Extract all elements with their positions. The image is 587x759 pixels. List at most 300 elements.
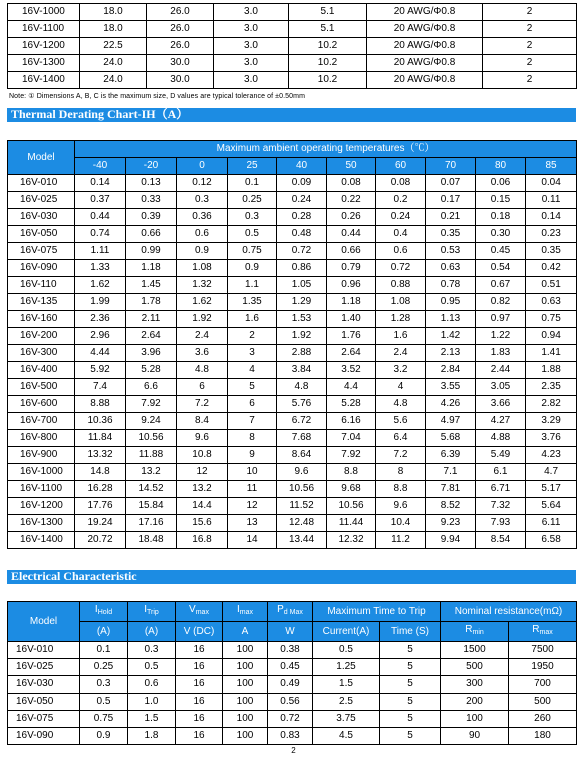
value-cell: 4.88	[476, 430, 526, 447]
value-cell: 3.0	[214, 72, 289, 89]
value-cell: 0.88	[376, 277, 426, 294]
model-cell: 16V-110	[8, 277, 75, 294]
value-cell: 5	[380, 659, 441, 676]
value-cell: 7.1	[426, 464, 476, 481]
value-cell: 5.28	[126, 362, 177, 379]
value-cell: 0.5	[80, 693, 128, 710]
value-cell: 5.92	[75, 362, 126, 379]
temperature-header: 40	[277, 158, 327, 175]
value-cell: 0.04	[526, 175, 577, 192]
value-cell: 0.6	[128, 676, 176, 693]
value-cell: 0.17	[426, 192, 476, 209]
value-cell: 5.1	[289, 4, 367, 21]
value-cell: 3.52	[327, 362, 376, 379]
value-cell: 0.3	[177, 192, 228, 209]
value-cell: 6.39	[426, 447, 476, 464]
value-cell: 18.0	[80, 4, 147, 21]
value-cell: 5	[228, 379, 277, 396]
value-cell: 6.72	[277, 413, 327, 430]
model-cell: 16V-1300	[8, 55, 80, 72]
value-cell: 4.44	[75, 345, 126, 362]
temperature-header: 85	[526, 158, 577, 175]
model-cell: 16V-200	[8, 328, 75, 345]
derating-row	[8, 396, 577, 413]
value-cell: 26.0	[147, 38, 214, 55]
value-cell: 14.4	[177, 498, 228, 515]
value-cell: 0.11	[526, 192, 577, 209]
value-cell: 1.05	[277, 277, 327, 294]
value-cell: 0.53	[426, 243, 476, 260]
model-cell: 16V-025	[8, 659, 80, 676]
value-cell: 4.27	[476, 413, 526, 430]
model-cell: 16V-160	[8, 311, 75, 328]
resistance-header: Nominal resistance(mΩ)	[441, 602, 577, 622]
derating-row	[8, 175, 577, 192]
model-cell: 16V-1000	[8, 464, 75, 481]
value-cell: 2.11	[126, 311, 177, 328]
value-cell: 3.76	[526, 430, 577, 447]
electrical-model-header: Model	[8, 602, 80, 642]
value-cell: 7500	[509, 642, 577, 659]
itrip-header	[128, 602, 176, 622]
value-cell: 0.79	[327, 260, 376, 277]
value-cell: 0.95	[426, 294, 476, 311]
imax-symbol: I	[236, 604, 240, 615]
value-cell: 0.24	[376, 209, 426, 226]
value-cell: 0.67	[476, 277, 526, 294]
temperature-header: 60	[376, 158, 426, 175]
value-cell: 3.84	[277, 362, 327, 379]
value-cell: 12	[228, 498, 277, 515]
value-cell: 8.64	[277, 447, 327, 464]
derating-row	[8, 498, 577, 515]
value-cell: 2.35	[526, 379, 577, 396]
value-cell: 5	[380, 710, 441, 727]
value-cell: 6.1	[476, 464, 526, 481]
value-cell: 3.0	[214, 38, 289, 55]
value-cell: 16	[176, 676, 223, 693]
value-cell: 1.18	[327, 294, 376, 311]
value-cell: 1.92	[277, 328, 327, 345]
model-cell: 16V-800	[8, 430, 75, 447]
model-cell: 16V-030	[8, 676, 80, 693]
value-cell: 2	[483, 21, 577, 38]
value-cell: 9.23	[426, 515, 476, 532]
value-cell: 0.39	[126, 209, 177, 226]
electrical-row	[8, 642, 577, 659]
value-cell: 1.53	[277, 311, 327, 328]
derating-title: Thermal Derating Chart-IH（A）	[11, 107, 189, 121]
value-cell: 2	[483, 55, 577, 72]
value-cell: 0.37	[75, 192, 126, 209]
vmax-symbol: V	[189, 604, 196, 615]
ihold-header	[80, 602, 128, 622]
value-cell: 0.94	[526, 328, 577, 345]
value-cell: 26.0	[147, 4, 214, 21]
value-cell: 1.6	[376, 328, 426, 345]
value-cell: 2.82	[526, 396, 577, 413]
dimension-row	[8, 4, 577, 21]
rmin-subscript: min	[472, 629, 484, 636]
value-cell: 0.3	[228, 209, 277, 226]
value-cell: 2.84	[426, 362, 476, 379]
model-cell: 16V-090	[8, 260, 75, 277]
dimension-row	[8, 55, 577, 72]
value-cell: 11.88	[126, 447, 177, 464]
value-cell: 15.84	[126, 498, 177, 515]
value-cell: 0.14	[526, 209, 577, 226]
current-subheader: Current(A)	[313, 622, 380, 642]
derating-row	[8, 243, 577, 260]
model-cell: 16V-1300	[8, 515, 75, 532]
value-cell: 0.83	[268, 727, 313, 744]
value-cell: 10.2	[289, 38, 367, 55]
value-cell: 700	[509, 676, 577, 693]
value-cell: 3.0	[214, 4, 289, 21]
value-cell: 1.5	[313, 676, 380, 693]
value-cell: 0.26	[327, 209, 376, 226]
value-cell: 14	[228, 532, 277, 549]
imax-header	[223, 602, 268, 622]
value-cell: 0.06	[476, 175, 526, 192]
value-cell: 0.08	[376, 175, 426, 192]
value-cell: 3.2	[376, 362, 426, 379]
value-cell: 6	[177, 379, 228, 396]
value-cell: 16.28	[75, 481, 126, 498]
value-cell: 2.4	[177, 328, 228, 345]
derating-row	[8, 430, 577, 447]
value-cell: 0.97	[476, 311, 526, 328]
value-cell: 0.74	[75, 226, 126, 243]
value-cell: 5.68	[426, 430, 476, 447]
value-cell: 0.51	[526, 277, 577, 294]
value-cell: 0.54	[476, 260, 526, 277]
value-cell: 6.16	[327, 413, 376, 430]
pdmax-header	[268, 602, 313, 622]
value-cell: 13.2	[177, 481, 228, 498]
value-cell: 5	[380, 693, 441, 710]
value-cell: 4.97	[426, 413, 476, 430]
value-cell: 3.6	[177, 345, 228, 362]
value-cell: 3.29	[526, 413, 577, 430]
value-cell: 9.24	[126, 413, 177, 430]
value-cell: 10.56	[327, 498, 376, 515]
value-cell: 11	[228, 481, 277, 498]
value-cell: 13.44	[277, 532, 327, 549]
value-cell: 0.2	[376, 192, 426, 209]
derating-row	[8, 328, 577, 345]
value-cell: 20 AWG/Φ0.8	[367, 72, 483, 89]
value-cell: 4.26	[426, 396, 476, 413]
value-cell: 2.36	[75, 311, 126, 328]
imax-subscript: max	[239, 609, 253, 616]
value-cell: 0.86	[277, 260, 327, 277]
electrical-table	[7, 601, 577, 745]
value-cell: 0.75	[80, 710, 128, 727]
value-cell: 1500	[441, 642, 509, 659]
model-cell: 16V-010	[8, 642, 80, 659]
value-cell: 1.83	[476, 345, 526, 362]
value-cell: 0.72	[376, 260, 426, 277]
value-cell: 7	[228, 413, 277, 430]
value-cell: 1.35	[228, 294, 277, 311]
value-cell: 0.4	[376, 226, 426, 243]
value-cell: 16	[176, 642, 223, 659]
value-cell: 8.54	[476, 532, 526, 549]
value-cell: 7.2	[177, 396, 228, 413]
value-cell: 0.72	[277, 243, 327, 260]
value-cell: 1.18	[126, 260, 177, 277]
value-cell: 2.4	[376, 345, 426, 362]
value-cell: 100	[441, 710, 509, 727]
value-cell: 16	[176, 710, 223, 727]
value-cell: 5.28	[327, 396, 376, 413]
value-cell: 9.94	[426, 532, 476, 549]
model-cell: 16V-1200	[8, 498, 75, 515]
value-cell: 1.13	[426, 311, 476, 328]
value-cell: 1.32	[177, 277, 228, 294]
value-cell: 8.8	[376, 481, 426, 498]
value-cell: 1.29	[277, 294, 327, 311]
value-cell: 0.49	[268, 676, 313, 693]
value-cell: 0.45	[476, 243, 526, 260]
electrical-section-header	[7, 570, 576, 584]
value-cell: 13.32	[75, 447, 126, 464]
value-cell: 3	[228, 345, 277, 362]
value-cell: 0.3	[128, 642, 176, 659]
value-cell: 17.16	[126, 515, 177, 532]
model-cell: 16V-075	[8, 243, 75, 260]
value-cell: 0.3	[80, 676, 128, 693]
model-cell: 16V-010	[8, 175, 75, 192]
value-cell: 24.0	[80, 55, 147, 72]
value-cell: 9.6	[277, 464, 327, 481]
model-cell: 16V-050	[8, 693, 80, 710]
value-cell: 20.72	[75, 532, 126, 549]
value-cell: 11.2	[376, 532, 426, 549]
value-cell: 17.76	[75, 498, 126, 515]
derating-row	[8, 515, 577, 532]
value-cell: 0.56	[268, 693, 313, 710]
value-cell: 7.93	[476, 515, 526, 532]
value-cell: 0.66	[126, 226, 177, 243]
value-cell: 0.35	[526, 243, 577, 260]
value-cell: 20 AWG/Φ0.8	[367, 55, 483, 72]
value-cell: 10.56	[126, 430, 177, 447]
value-cell: 500	[509, 693, 577, 710]
value-cell: 0.42	[526, 260, 577, 277]
value-cell: 1.08	[376, 294, 426, 311]
value-cell: 1.33	[75, 260, 126, 277]
value-cell: 0.63	[426, 260, 476, 277]
value-cell: 8.88	[75, 396, 126, 413]
value-cell: 0.24	[277, 192, 327, 209]
time-to-trip-header: Maximum Time to Trip	[313, 602, 441, 622]
value-cell: 0.5	[313, 642, 380, 659]
value-cell: 1.88	[526, 362, 577, 379]
derating-row	[8, 277, 577, 294]
value-cell: 8.8	[327, 464, 376, 481]
value-cell: 260	[509, 710, 577, 727]
dimensions-note: Note: ① Dimensions A, B, C is the maximum size, D values are typical tolerance of ±0.50mm	[9, 93, 306, 100]
value-cell: 9	[228, 447, 277, 464]
value-cell: 0.5	[128, 659, 176, 676]
value-cell: 16.8	[177, 532, 228, 549]
model-cell: 16V-075	[8, 710, 80, 727]
value-cell: 5.1	[289, 21, 367, 38]
derating-table	[7, 140, 577, 549]
value-cell: 6.6	[126, 379, 177, 396]
value-cell: 1.76	[327, 328, 376, 345]
value-cell: 1.1	[228, 277, 277, 294]
model-cell: 16V-050	[8, 226, 75, 243]
value-cell: 10	[228, 464, 277, 481]
dimension-row	[8, 21, 577, 38]
derating-row	[8, 192, 577, 209]
value-cell: 7.32	[476, 498, 526, 515]
value-cell: 0.14	[75, 175, 126, 192]
value-cell: 1.78	[126, 294, 177, 311]
derating-row	[8, 413, 577, 430]
value-cell: 5.6	[376, 413, 426, 430]
value-cell: 300	[441, 676, 509, 693]
value-cell: 8.4	[177, 413, 228, 430]
value-cell: 2	[228, 328, 277, 345]
derating-model-header: Model	[8, 141, 75, 175]
value-cell: 7.04	[327, 430, 376, 447]
value-cell: 5.49	[476, 447, 526, 464]
temperature-header: -20	[126, 158, 177, 175]
value-cell: 0.63	[526, 294, 577, 311]
value-cell: 16	[176, 659, 223, 676]
value-cell: 0.21	[426, 209, 476, 226]
value-cell: 100	[223, 727, 268, 744]
value-cell: 0.78	[426, 277, 476, 294]
value-cell: 4.8	[177, 362, 228, 379]
value-cell: 11.52	[277, 498, 327, 515]
dimension-row	[8, 72, 577, 89]
value-cell: 1950	[509, 659, 577, 676]
value-cell: 0.75	[526, 311, 577, 328]
vmax-unit: V (DC)	[176, 622, 223, 642]
value-cell: 1.62	[75, 277, 126, 294]
value-cell: 13.2	[126, 464, 177, 481]
value-cell: 2.96	[75, 328, 126, 345]
value-cell: 10.8	[177, 447, 228, 464]
value-cell: 0.25	[80, 659, 128, 676]
value-cell: 100	[223, 659, 268, 676]
temperature-header: 70	[426, 158, 476, 175]
value-cell: 0.22	[327, 192, 376, 209]
derating-temp-header: Maximum ambient operating temperatures（℃）	[75, 141, 577, 158]
dimension-row	[8, 38, 577, 55]
value-cell: 1.25	[313, 659, 380, 676]
derating-row	[8, 481, 577, 498]
value-cell: 0.1	[80, 642, 128, 659]
time-subheader: Time (S)	[380, 622, 441, 642]
value-cell: 0.6	[376, 243, 426, 260]
pdmax-symbol: P	[277, 604, 284, 615]
value-cell: 10.2	[289, 55, 367, 72]
vmax-header	[176, 602, 223, 622]
value-cell: 2.44	[476, 362, 526, 379]
value-cell: 20 AWG/Φ0.8	[367, 21, 483, 38]
model-cell: 16V-300	[8, 345, 75, 362]
value-cell: 90	[441, 727, 509, 744]
value-cell: 0.44	[75, 209, 126, 226]
value-cell: 0.5	[228, 226, 277, 243]
value-cell: 5.64	[526, 498, 577, 515]
value-cell: 100	[223, 693, 268, 710]
value-cell: 2	[483, 38, 577, 55]
value-cell: 0.9	[80, 727, 128, 744]
derating-section-header	[7, 108, 576, 122]
temperature-header: 80	[476, 158, 526, 175]
ihold-symbol: I	[94, 604, 98, 615]
value-cell: 26.0	[147, 21, 214, 38]
derating-row	[8, 464, 577, 481]
value-cell: 0.6	[177, 226, 228, 243]
model-cell: 16V-1200	[8, 38, 80, 55]
value-cell: 0.12	[177, 175, 228, 192]
value-cell: 2.64	[327, 345, 376, 362]
temperature-header: 50	[327, 158, 376, 175]
value-cell: 10.4	[376, 515, 426, 532]
value-cell: 12.32	[327, 532, 376, 549]
value-cell: 0.96	[327, 277, 376, 294]
temperature-header: 0	[177, 158, 228, 175]
value-cell: 20 AWG/Φ0.8	[367, 4, 483, 21]
model-cell: 16V-030	[8, 209, 75, 226]
value-cell: 11.44	[327, 515, 376, 532]
value-cell: 11.84	[75, 430, 126, 447]
value-cell: 9.6	[177, 430, 228, 447]
value-cell: 12	[177, 464, 228, 481]
value-cell: 1.92	[177, 311, 228, 328]
derating-row	[8, 311, 577, 328]
itrip-subscript: Trip	[146, 609, 159, 616]
value-cell: 3.05	[476, 379, 526, 396]
value-cell: 7.2	[376, 447, 426, 464]
value-cell: 10.2	[289, 72, 367, 89]
value-cell: 100	[223, 642, 268, 659]
value-cell: 8	[228, 430, 277, 447]
derating-row	[8, 532, 577, 549]
value-cell: 0.09	[277, 175, 327, 192]
value-cell: 2.88	[277, 345, 327, 362]
value-cell: 14.52	[126, 481, 177, 498]
value-cell: 0.36	[177, 209, 228, 226]
value-cell: 8	[376, 464, 426, 481]
value-cell: 4.5	[313, 727, 380, 744]
value-cell: 0.82	[476, 294, 526, 311]
value-cell: 0.72	[268, 710, 313, 727]
model-cell: 16V-600	[8, 396, 75, 413]
value-cell: 1.8	[128, 727, 176, 744]
value-cell: 7.4	[75, 379, 126, 396]
value-cell: 5	[380, 642, 441, 659]
value-cell: 1.41	[526, 345, 577, 362]
value-cell: 8.52	[426, 498, 476, 515]
electrical-row	[8, 710, 577, 727]
value-cell: 7.81	[426, 481, 476, 498]
value-cell: 18.0	[80, 21, 147, 38]
value-cell: 0.9	[177, 243, 228, 260]
model-cell: 16V-1400	[8, 72, 80, 89]
value-cell: 2.13	[426, 345, 476, 362]
value-cell: 20 AWG/Φ0.8	[367, 38, 483, 55]
value-cell: 1.08	[177, 260, 228, 277]
